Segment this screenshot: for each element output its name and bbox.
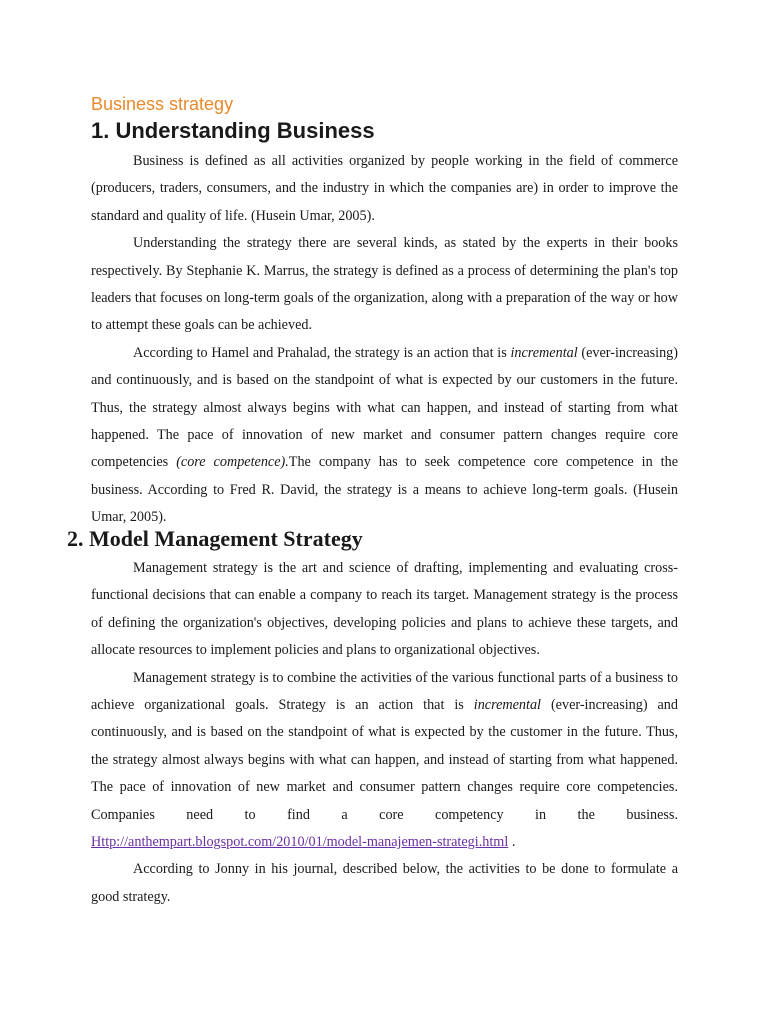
section-2-paragraph-3: According to Jonny in his journal, described below, the activities to be done to formulate a good strategy.: [91, 861, 678, 905]
section-1-paragraph-2: Understanding the strategy there are several kinds, as stated by the experts in their books respectively. By Stephanie K. Marrus, the strategy is defined as a process of determining the plan's top leaders that focuses on long-term goals of the organization, along with a preparation of the way or how to attempt these goals can be achieved.: [91, 235, 678, 334]
paragraph-text: (ever-increasing) and continuously, and is based on the standpoint of what is expected by the customer in the future. Thus, the strategy almost always begins with what can happen, and instead of starting from what happened. The pace of innovation of new market and consumer pattern changes require core competencies. Companies need to find a core competency in the business.: [91, 697, 678, 823]
paragraph-text: (ever-increasing) and continuously, and is based on the standpoint of what is expected by our customers in the future. Thus, the strategy almost always begins with what can happen, and instead of starting from what happened. The pace of innovation of new market and consumer pattern changes require core competencies: [91, 344, 679, 471]
italic-term: (core competence).: [176, 454, 289, 471]
paragraph-text: .: [508, 834, 516, 851]
section-1-paragraph-3: [91, 340, 678, 532]
document-kicker: Business strategy: [91, 94, 234, 114]
italic-term: incremental: [510, 344, 578, 361]
section-2-paragraph-1: Management strategy is the art and science of drafting, implementing and evaluating cross-functional decisions that can enable a company to reach its target. Management strategy is the process of defining the organization's objectives, developing policies and plans to achieve these targets, and allocate resources to implement policies and plans to organizational objectives.: [91, 560, 678, 659]
section-1-paragraph-1: Business is defined as all activities organized by people working in the field of commerce (producers, traders, consumers, and the industry in which the companies are) in order to improve the standard and quality of life. (Husein Umar, 2005).: [91, 153, 678, 224]
italic-term: incremental: [473, 697, 542, 714]
section-2-body: [91, 555, 678, 911]
section-1-body: [91, 148, 678, 532]
paragraph-text: The company has to seek competence core competence in the business. According to Fred R. David, the strategy is a means to achieve long-term goals. (Husein Umar, 2005).: [91, 454, 678, 526]
paragraph-text: Management strategy is to combine the activities of the various functional parts of a business to achieve organizational goals. Strategy is an action that is: [91, 669, 678, 714]
source-link[interactable]: Http://anthempart.blogspot.com/2010/01/model-manajemen-strategi.html: [91, 834, 509, 851]
section-1-heading: 1. Understanding Business: [91, 118, 375, 143]
section-2-paragraph-2: [91, 665, 678, 857]
paragraph-text: According to Hamel and Prahalad, the strategy is an action that is: [133, 344, 511, 361]
section-2-heading: 2. Model Management Strategy: [67, 526, 363, 551]
